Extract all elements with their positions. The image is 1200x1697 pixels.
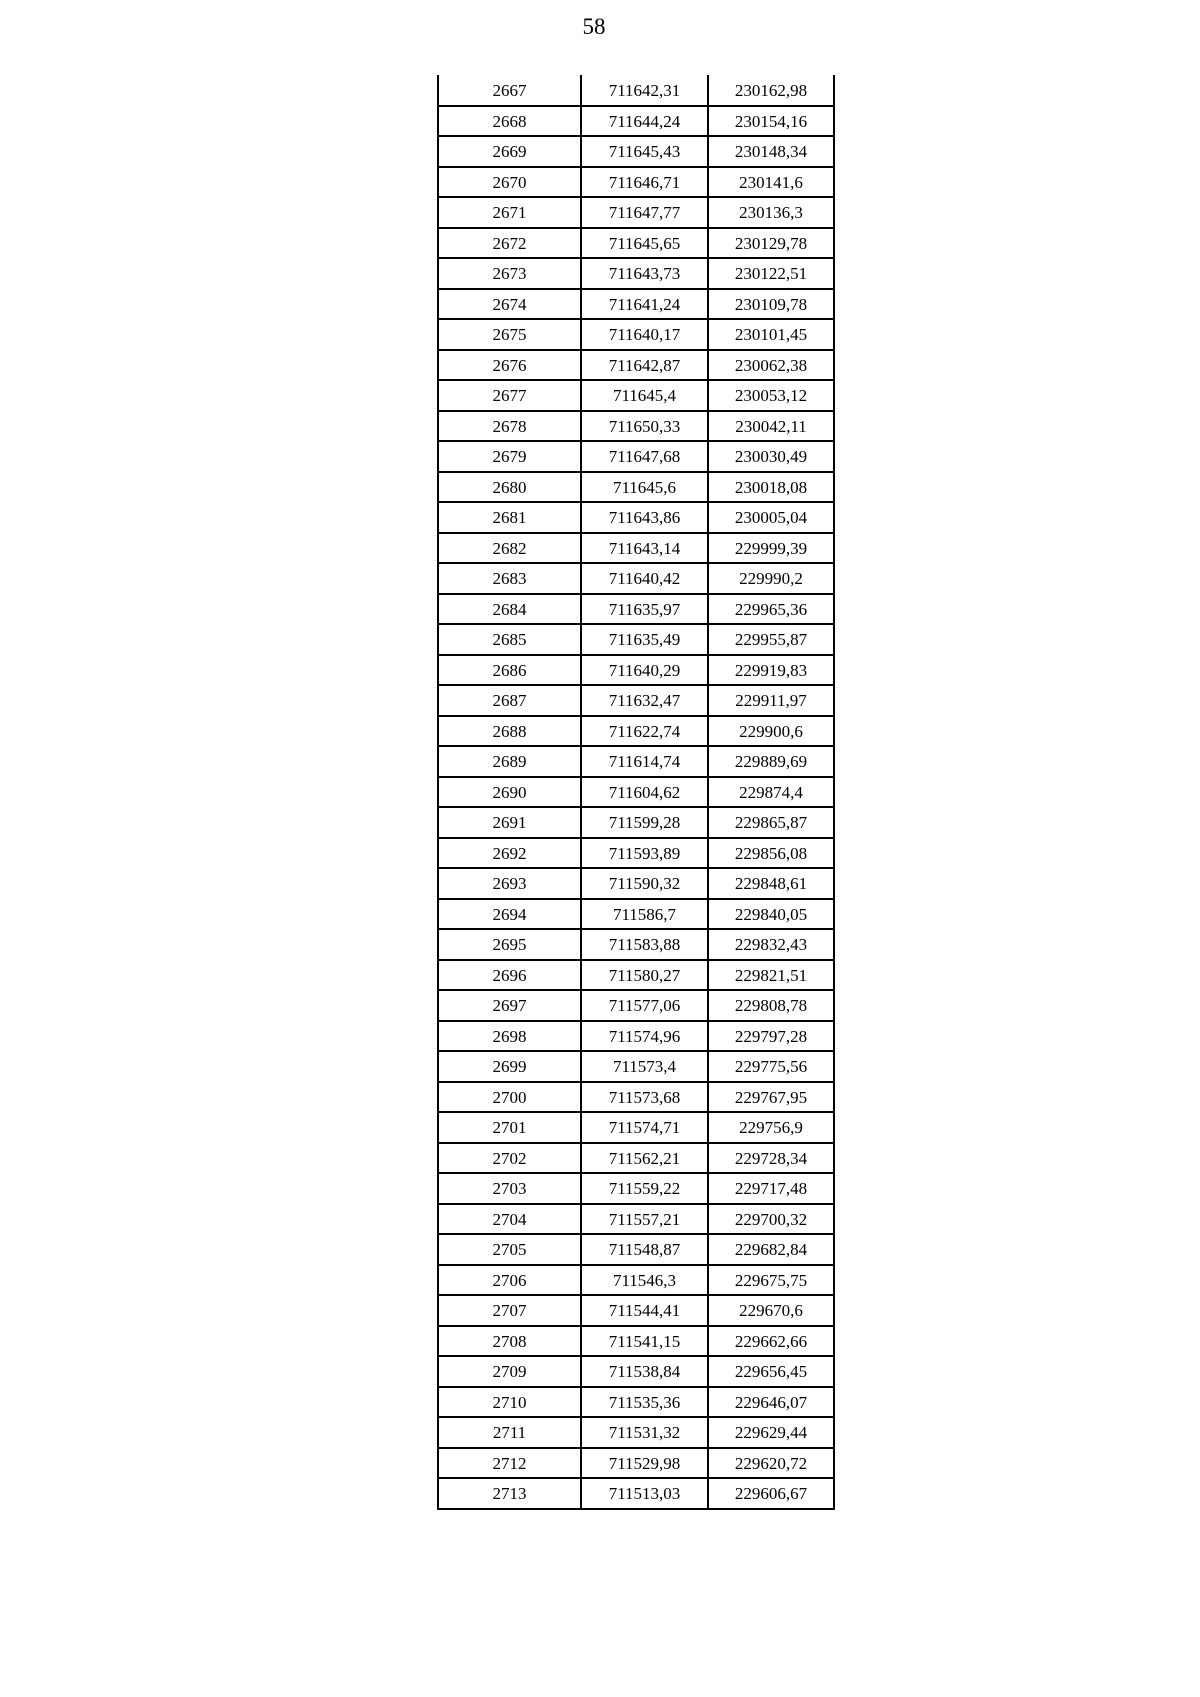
page-number: 58 bbox=[582, 14, 606, 39]
x-coordinate-cell: 711647,77 bbox=[581, 197, 708, 228]
table-row bbox=[438, 350, 834, 381]
point-number-cell: 2678 bbox=[438, 411, 581, 442]
x-coordinate-cell: 711635,97 bbox=[581, 594, 708, 625]
y-coordinate-cell: 230136,3 bbox=[708, 197, 834, 228]
y-coordinate-cell: 229900,6 bbox=[708, 716, 834, 747]
x-coordinate-cell: 711645,6 bbox=[581, 472, 708, 503]
x-coordinate-cell: 711646,71 bbox=[581, 167, 708, 198]
point-number-cell: 2695 bbox=[438, 929, 581, 960]
y-coordinate-cell: 229848,61 bbox=[708, 868, 834, 899]
x-coordinate-cell: 711580,27 bbox=[581, 960, 708, 991]
x-coordinate-cell: 711562,21 bbox=[581, 1143, 708, 1174]
point-number-cell: 2710 bbox=[438, 1387, 581, 1418]
x-coordinate-cell: 711632,47 bbox=[581, 685, 708, 716]
point-number-cell: 2677 bbox=[438, 380, 581, 411]
point-number-cell: 2691 bbox=[438, 807, 581, 838]
y-coordinate-cell: 229797,28 bbox=[708, 1021, 834, 1052]
table-row bbox=[438, 1295, 834, 1326]
x-coordinate-cell: 711557,21 bbox=[581, 1204, 708, 1235]
point-number-cell: 2708 bbox=[438, 1326, 581, 1357]
table-row bbox=[438, 624, 834, 655]
table-row bbox=[438, 502, 834, 533]
y-coordinate-cell: 229756,9 bbox=[708, 1112, 834, 1143]
table-row bbox=[438, 197, 834, 228]
table-row bbox=[438, 1387, 834, 1418]
y-coordinate-cell: 230141,6 bbox=[708, 167, 834, 198]
point-number-cell: 2697 bbox=[438, 990, 581, 1021]
table-row bbox=[438, 1143, 834, 1174]
x-coordinate-cell: 711647,68 bbox=[581, 441, 708, 472]
y-coordinate-cell: 230030,49 bbox=[708, 441, 834, 472]
table-row bbox=[438, 838, 834, 869]
point-number-cell: 2705 bbox=[438, 1234, 581, 1265]
x-coordinate-cell: 711548,87 bbox=[581, 1234, 708, 1265]
point-number-cell: 2696 bbox=[438, 960, 581, 991]
x-coordinate-cell: 711641,24 bbox=[581, 289, 708, 320]
point-number-cell: 2713 bbox=[438, 1478, 581, 1509]
y-coordinate-cell: 229832,43 bbox=[708, 929, 834, 960]
x-coordinate-cell: 711599,28 bbox=[581, 807, 708, 838]
point-number-cell: 2701 bbox=[438, 1112, 581, 1143]
table-row bbox=[438, 655, 834, 686]
x-coordinate-cell: 711583,88 bbox=[581, 929, 708, 960]
x-coordinate-cell: 711574,71 bbox=[581, 1112, 708, 1143]
point-number-cell: 2668 bbox=[438, 106, 581, 137]
table-row bbox=[438, 472, 834, 503]
x-coordinate-cell: 711529,98 bbox=[581, 1448, 708, 1479]
x-coordinate-cell: 711645,43 bbox=[581, 136, 708, 167]
table-row bbox=[438, 1326, 834, 1357]
coordinates-table bbox=[437, 75, 835, 1510]
point-number-cell: 2688 bbox=[438, 716, 581, 747]
y-coordinate-cell: 229919,83 bbox=[708, 655, 834, 686]
y-coordinate-cell: 229670,6 bbox=[708, 1295, 834, 1326]
point-number-cell: 2706 bbox=[438, 1265, 581, 1296]
y-coordinate-cell: 229662,66 bbox=[708, 1326, 834, 1357]
point-number-cell: 2682 bbox=[438, 533, 581, 564]
table-row bbox=[438, 533, 834, 564]
table-row bbox=[438, 380, 834, 411]
point-number-cell: 2684 bbox=[438, 594, 581, 625]
x-coordinate-cell: 711645,65 bbox=[581, 228, 708, 259]
x-coordinate-cell: 711577,06 bbox=[581, 990, 708, 1021]
y-coordinate-cell: 230101,45 bbox=[708, 319, 834, 350]
table-row bbox=[438, 1051, 834, 1082]
point-number-cell: 2681 bbox=[438, 502, 581, 533]
point-number-cell: 2699 bbox=[438, 1051, 581, 1082]
point-number-cell: 2703 bbox=[438, 1173, 581, 1204]
x-coordinate-cell: 711640,42 bbox=[581, 563, 708, 594]
table-row bbox=[438, 1173, 834, 1204]
table-row bbox=[438, 929, 834, 960]
y-coordinate-cell: 229965,36 bbox=[708, 594, 834, 625]
point-number-cell: 2674 bbox=[438, 289, 581, 320]
y-coordinate-cell: 230005,04 bbox=[708, 502, 834, 533]
x-coordinate-cell: 711643,73 bbox=[581, 258, 708, 289]
x-coordinate-cell: 711640,29 bbox=[581, 655, 708, 686]
y-coordinate-cell: 229656,45 bbox=[708, 1356, 834, 1387]
y-coordinate-cell: 229629,44 bbox=[708, 1417, 834, 1448]
point-number-cell: 2669 bbox=[438, 136, 581, 167]
x-coordinate-cell: 711635,49 bbox=[581, 624, 708, 655]
point-number-cell: 2680 bbox=[438, 472, 581, 503]
y-coordinate-cell: 229717,48 bbox=[708, 1173, 834, 1204]
x-coordinate-cell: 711559,22 bbox=[581, 1173, 708, 1204]
table-row bbox=[438, 106, 834, 137]
y-coordinate-cell: 229955,87 bbox=[708, 624, 834, 655]
point-number-cell: 2704 bbox=[438, 1204, 581, 1235]
y-coordinate-cell: 229620,72 bbox=[708, 1448, 834, 1479]
table-row bbox=[438, 960, 834, 991]
x-coordinate-cell: 711590,32 bbox=[581, 868, 708, 899]
x-coordinate-cell: 711538,84 bbox=[581, 1356, 708, 1387]
y-coordinate-cell: 229682,84 bbox=[708, 1234, 834, 1265]
y-coordinate-cell: 229775,56 bbox=[708, 1051, 834, 1082]
table-row bbox=[438, 136, 834, 167]
y-coordinate-cell: 230042,11 bbox=[708, 411, 834, 442]
x-coordinate-cell: 711645,4 bbox=[581, 380, 708, 411]
x-coordinate-cell: 711531,32 bbox=[581, 1417, 708, 1448]
table-row bbox=[438, 441, 834, 472]
point-number-cell: 2700 bbox=[438, 1082, 581, 1113]
point-number-cell: 2711 bbox=[438, 1417, 581, 1448]
y-coordinate-cell: 229808,78 bbox=[708, 990, 834, 1021]
x-coordinate-cell: 711614,74 bbox=[581, 746, 708, 777]
x-coordinate-cell: 711643,14 bbox=[581, 533, 708, 564]
point-number-cell: 2671 bbox=[438, 197, 581, 228]
y-coordinate-cell: 230122,51 bbox=[708, 258, 834, 289]
table-row bbox=[438, 167, 834, 198]
table-row bbox=[438, 746, 834, 777]
table-row bbox=[438, 1417, 834, 1448]
table-row bbox=[438, 75, 834, 106]
y-coordinate-cell: 230053,12 bbox=[708, 380, 834, 411]
y-coordinate-cell: 229856,08 bbox=[708, 838, 834, 869]
y-coordinate-cell: 229911,97 bbox=[708, 685, 834, 716]
point-number-cell: 2692 bbox=[438, 838, 581, 869]
y-coordinate-cell: 229999,39 bbox=[708, 533, 834, 564]
point-number-cell: 2667 bbox=[438, 75, 581, 106]
point-number-cell: 2707 bbox=[438, 1295, 581, 1326]
x-coordinate-cell: 711644,24 bbox=[581, 106, 708, 137]
table-row bbox=[438, 594, 834, 625]
y-coordinate-cell: 230018,08 bbox=[708, 472, 834, 503]
point-number-cell: 2683 bbox=[438, 563, 581, 594]
x-coordinate-cell: 711593,89 bbox=[581, 838, 708, 869]
y-coordinate-cell: 229646,07 bbox=[708, 1387, 834, 1418]
table-row bbox=[438, 411, 834, 442]
point-number-cell: 2679 bbox=[438, 441, 581, 472]
point-number-cell: 2709 bbox=[438, 1356, 581, 1387]
x-coordinate-cell: 711622,74 bbox=[581, 716, 708, 747]
y-coordinate-cell: 229767,95 bbox=[708, 1082, 834, 1113]
x-coordinate-cell: 711604,62 bbox=[581, 777, 708, 808]
y-coordinate-cell: 229675,75 bbox=[708, 1265, 834, 1296]
table-row bbox=[438, 1234, 834, 1265]
table-row bbox=[438, 807, 834, 838]
table-row bbox=[438, 1478, 834, 1509]
table-row bbox=[438, 685, 834, 716]
y-coordinate-cell: 230162,98 bbox=[708, 75, 834, 106]
point-number-cell: 2698 bbox=[438, 1021, 581, 1052]
x-coordinate-cell: 711642,31 bbox=[581, 75, 708, 106]
point-number-cell: 2687 bbox=[438, 685, 581, 716]
table-row bbox=[438, 1021, 834, 1052]
point-number-cell: 2675 bbox=[438, 319, 581, 350]
x-coordinate-cell: 711546,3 bbox=[581, 1265, 708, 1296]
point-number-cell: 2670 bbox=[438, 167, 581, 198]
coordinates-table-body bbox=[438, 75, 834, 1509]
point-number-cell: 2686 bbox=[438, 655, 581, 686]
y-coordinate-cell: 230148,34 bbox=[708, 136, 834, 167]
table-row bbox=[438, 1204, 834, 1235]
table-row bbox=[438, 319, 834, 350]
x-coordinate-cell: 711574,96 bbox=[581, 1021, 708, 1052]
point-number-cell: 2673 bbox=[438, 258, 581, 289]
point-number-cell: 2689 bbox=[438, 746, 581, 777]
table-row bbox=[438, 563, 834, 594]
x-coordinate-cell: 711640,17 bbox=[581, 319, 708, 350]
y-coordinate-cell: 230109,78 bbox=[708, 289, 834, 320]
table-row bbox=[438, 1265, 834, 1296]
x-coordinate-cell: 711513,03 bbox=[581, 1478, 708, 1509]
point-number-cell: 2693 bbox=[438, 868, 581, 899]
table-row bbox=[438, 1448, 834, 1479]
table-row bbox=[438, 899, 834, 930]
point-number-cell: 2690 bbox=[438, 777, 581, 808]
point-number-cell: 2672 bbox=[438, 228, 581, 259]
y-coordinate-cell: 229840,05 bbox=[708, 899, 834, 930]
x-coordinate-cell: 711544,41 bbox=[581, 1295, 708, 1326]
x-coordinate-cell: 711642,87 bbox=[581, 350, 708, 381]
y-coordinate-cell: 229990,2 bbox=[708, 563, 834, 594]
table-row bbox=[438, 1356, 834, 1387]
y-coordinate-cell: 229889,69 bbox=[708, 746, 834, 777]
y-coordinate-cell: 229821,51 bbox=[708, 960, 834, 991]
x-coordinate-cell: 711541,15 bbox=[581, 1326, 708, 1357]
x-coordinate-cell: 711586,7 bbox=[581, 899, 708, 930]
table-row bbox=[438, 990, 834, 1021]
point-number-cell: 2712 bbox=[438, 1448, 581, 1479]
x-coordinate-cell: 711650,33 bbox=[581, 411, 708, 442]
y-coordinate-cell: 229700,32 bbox=[708, 1204, 834, 1235]
y-coordinate-cell: 230154,16 bbox=[708, 106, 834, 137]
table-row bbox=[438, 1082, 834, 1113]
table-row bbox=[438, 1112, 834, 1143]
y-coordinate-cell: 230129,78 bbox=[708, 228, 834, 259]
point-number-cell: 2685 bbox=[438, 624, 581, 655]
x-coordinate-cell: 711643,86 bbox=[581, 502, 708, 533]
table-row bbox=[438, 228, 834, 259]
table-row bbox=[438, 716, 834, 747]
point-number-cell: 2702 bbox=[438, 1143, 581, 1174]
point-number-cell: 2676 bbox=[438, 350, 581, 381]
y-coordinate-cell: 229728,34 bbox=[708, 1143, 834, 1174]
y-coordinate-cell: 230062,38 bbox=[708, 350, 834, 381]
point-number-cell: 2694 bbox=[438, 899, 581, 930]
x-coordinate-cell: 711535,36 bbox=[581, 1387, 708, 1418]
x-coordinate-cell: 711573,4 bbox=[581, 1051, 708, 1082]
table-row bbox=[438, 289, 834, 320]
y-coordinate-cell: 229874,4 bbox=[708, 777, 834, 808]
y-coordinate-cell: 229865,87 bbox=[708, 807, 834, 838]
table-row bbox=[438, 258, 834, 289]
table-row bbox=[438, 777, 834, 808]
y-coordinate-cell: 229606,67 bbox=[708, 1478, 834, 1509]
table-row bbox=[438, 868, 834, 899]
x-coordinate-cell: 711573,68 bbox=[581, 1082, 708, 1113]
